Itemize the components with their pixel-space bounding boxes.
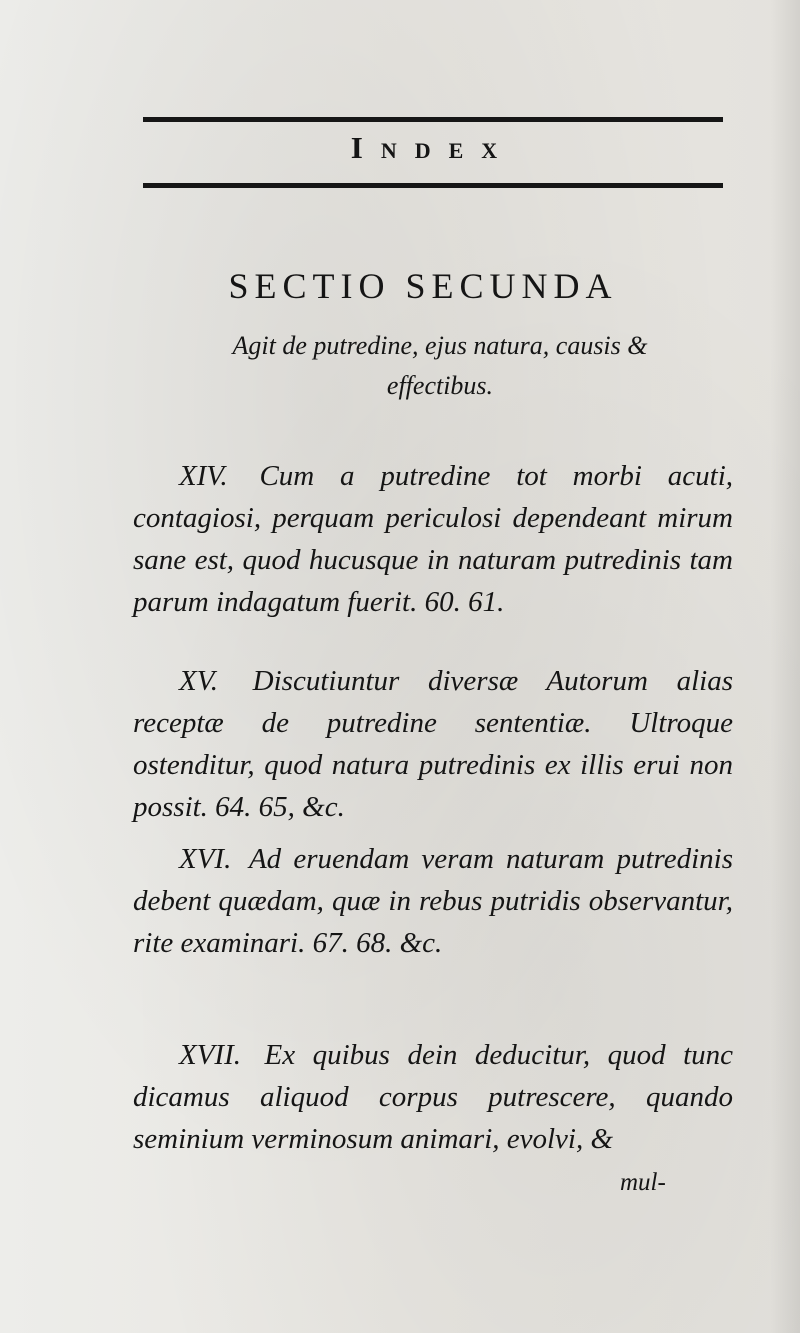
index-entry <box>133 660 733 828</box>
index-entry <box>133 455 733 623</box>
section-subtitle: Agit de putredine, ejus natura, causis & effectibus. <box>232 331 648 400</box>
top-rule <box>143 117 723 122</box>
entry-text: Ex quibus dein deducitur, quod tunc dicamus aliquod corpus putrescere, quando seminium verminosum animari, evolvi, & <box>133 1039 734 1155</box>
running-head: Index <box>350 130 516 165</box>
entry-number: XV. <box>179 665 218 697</box>
entry-number: XVII. <box>179 1039 241 1071</box>
bottom-rule <box>143 183 723 188</box>
index-entry <box>133 838 733 964</box>
entry-text: Discutiuntur diversæ Autorum alias receptæ de putredine sententiæ. Ultroque ostenditur, quod natura putredinis ex illis erui non possit. 64. 65, &c. <box>133 665 733 823</box>
entry-number: XIV. <box>179 460 228 492</box>
section-title: SECTIO SECUNDA <box>228 266 618 306</box>
entry-text: Cum a putredine tot morbi acuti, contagiosi, perquam periculosi dependeant mirum sane est, quod hucusque in naturam putredinis tam parum indagatum fuerit. 60. 61. <box>133 460 734 618</box>
index-entry <box>133 1034 733 1160</box>
page-edge-shadow <box>770 0 800 1333</box>
entry-text: Ad eruendam veram naturam putredinis debent quædam, quæ in rebus putridis observantur, rite examinari. 67. 68. &c. <box>133 843 734 959</box>
catchword: mul- <box>620 1169 666 1196</box>
entry-number: XVI. <box>179 843 232 875</box>
